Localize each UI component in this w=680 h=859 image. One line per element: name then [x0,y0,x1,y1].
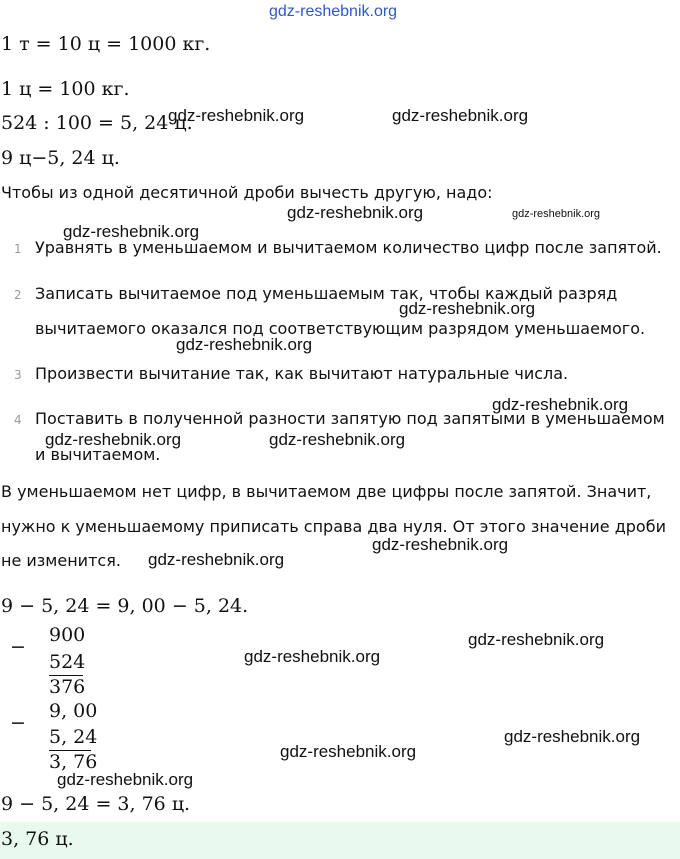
step-text: Поставить в полученной разности запятую под запятыми в уменьшаемом [35,409,665,428]
answer-box [0,822,680,859]
watermark: gdz-reshebnik.org [372,535,509,554]
step-text: Уравнять в уменьшаемом и вычитаемом количество цифр после запятой. [35,238,662,257]
equation-result: 9 − 5, 24 = 3, 76 ц. [1,793,191,815]
step-number: 3 [14,368,22,382]
watermark: gdz-reshebnik.org [512,208,601,220]
rule-intro: Чтобы из одной десятичной дроби вычесть другую, надо: [1,183,493,202]
watermark: gdz-reshebnik.org [468,630,605,649]
step-text-continued: вычитаемого оказался под соответствующим разрядом уменьшаемого. [35,319,646,338]
column-minuend: 900 [49,624,86,646]
watermark: gdz-reshebnik.org [287,203,424,222]
explanation-line: нужно к уменьшаемому приписать справа два нуля. От этого значение дроби [1,517,666,536]
watermark: gdz-reshebnik.org [504,727,641,746]
conversion-line-centner: 1 ц = 100 кг. [1,78,130,100]
step-number: 1 [14,242,22,256]
step-text: Записать вычитаемое под уменьшаемым так, чтобы каждый разряд [35,284,618,303]
equation-rewrite: 9 − 5, 24 = 9, 00 − 5, 24. [1,595,249,617]
watermark: gdz-reshebnik.org [168,106,305,125]
division-line: 524 : 100 = 5, 24 ц. [1,112,193,134]
watermark: gdz-reshebnik.org [492,395,629,414]
watermark: gdz-reshebnik.org [392,106,529,125]
watermark: gdz-reshebnik.org [45,430,182,449]
watermark: gdz-reshebnik.org [57,770,194,789]
column-minus-sign: − [10,636,26,658]
column-subtrahend: 524 [49,651,86,673]
watermark-top: gdz-reshebnik.org [269,3,398,20]
column-minus-sign: − [10,712,26,734]
watermark: gdz-reshebnik.org [176,335,313,354]
step-text-continued: и вычитаемом. [35,445,161,464]
explanation-line: В уменьшаемом нет цифр, в вычитаемом две цифры после запятой. Значит, [1,482,652,501]
watermark: gdz-reshebnik.org [269,430,406,449]
watermark: gdz-reshebnik.org [399,299,536,318]
answer-value: 3, 76 ц. [1,828,74,850]
watermark: gdz-reshebnik.org [244,647,381,666]
column-result: 376 [49,676,86,698]
conversion-line-ton: 1 т = 10 ц = 1000 кг. [1,33,211,55]
step-number: 2 [14,288,22,302]
watermark: gdz-reshebnik.org [63,222,200,241]
column-subtrahend: 5, 24 [49,726,98,748]
watermark: gdz-reshebnik.org [280,742,417,761]
step-text: Произвести вычитание так, как вычитают натуральные числа. [35,364,569,383]
column-result: 3, 76 [49,751,98,773]
step-number: 4 [14,413,22,427]
column-minuend: 9, 00 [49,700,98,722]
watermark: gdz-reshebnik.org [148,550,285,569]
subtraction-task-line: 9 ц−5, 24 ц. [1,147,120,169]
explanation-line: не изменится. [1,551,121,570]
